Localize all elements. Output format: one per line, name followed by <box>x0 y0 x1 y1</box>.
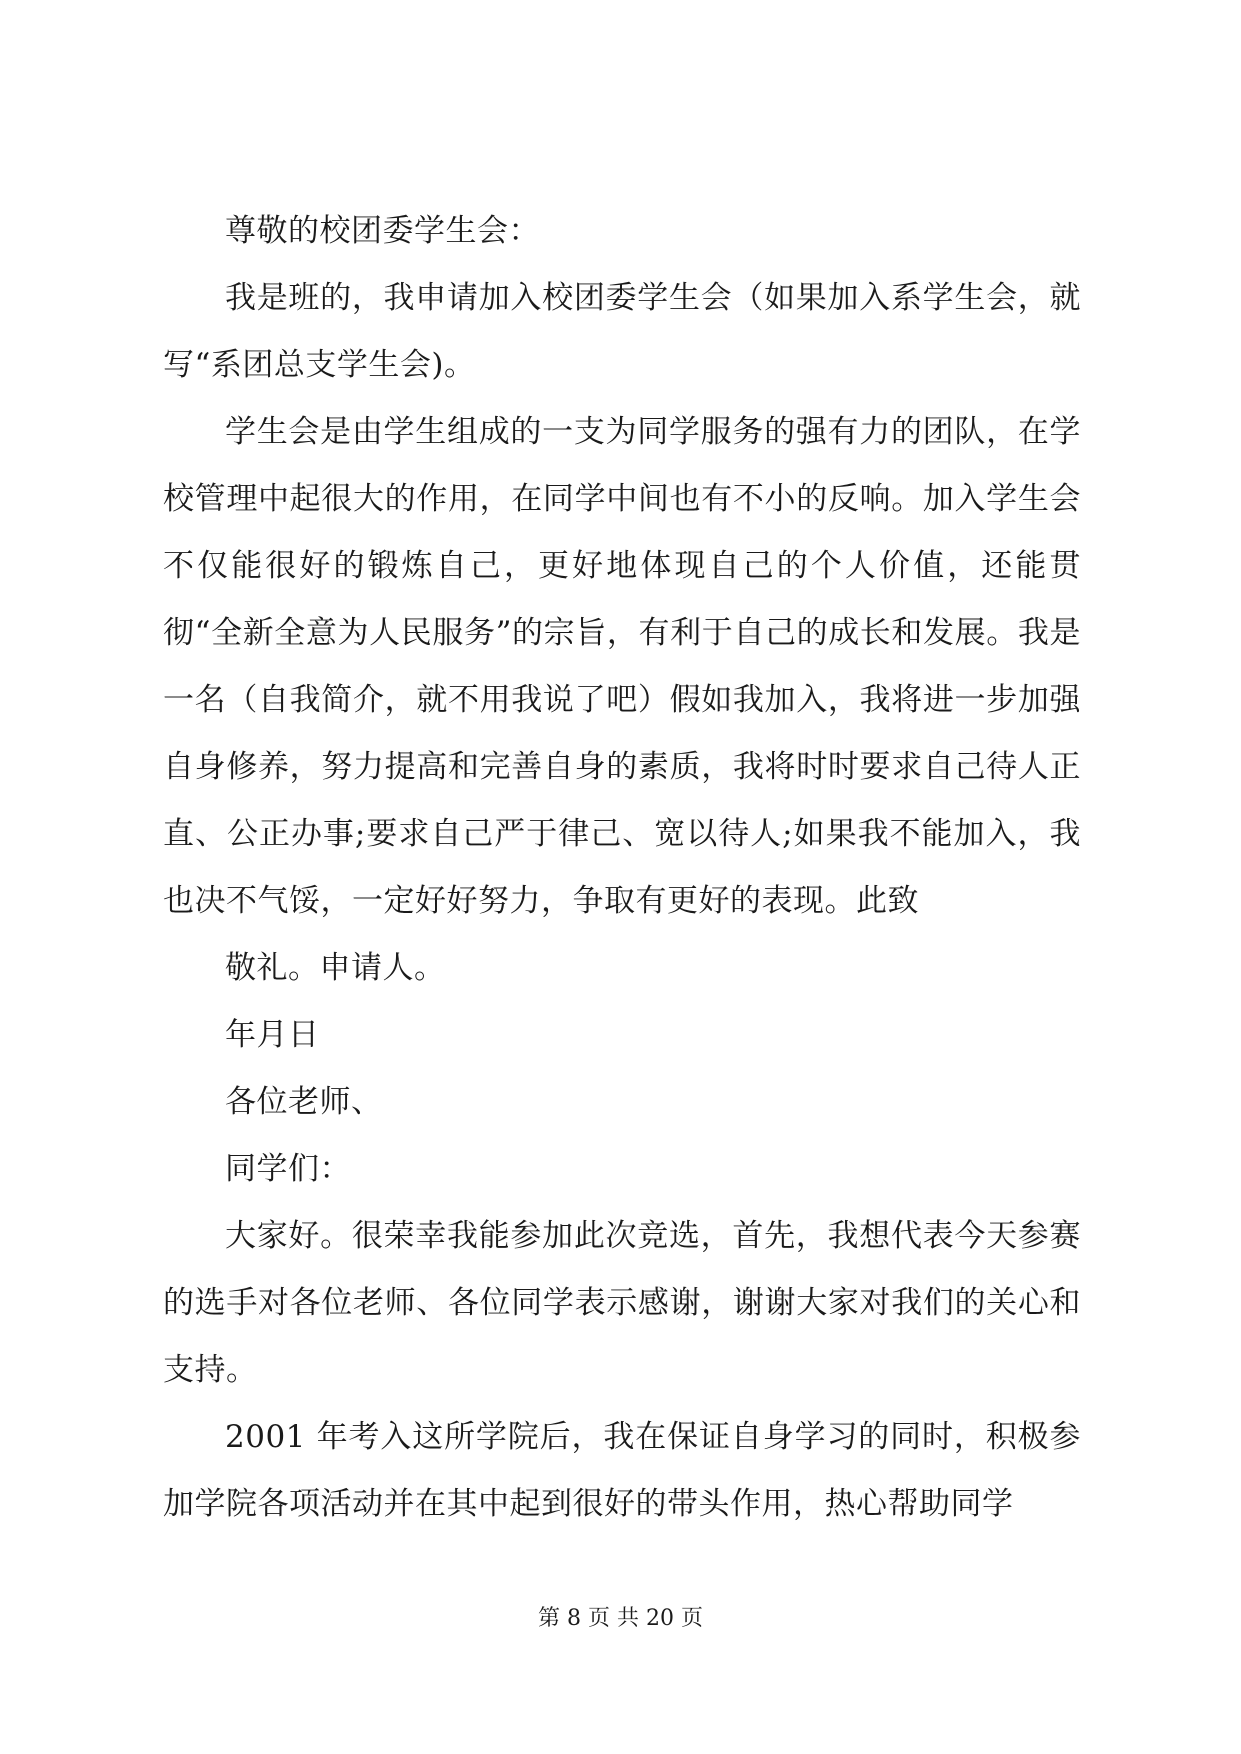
speech-background-paragraph: 2001 年考入这所学院后，我在保证自身学习的同时，积极参加学院各项活动并在其中起到很好的带头作用，热心帮助同学 <box>163 1419 1081 1522</box>
application-statement: 我是班的，我申请加入校团委学生会（如果加入系学生会，就写“系团总支学生会)。 <box>163 280 1081 383</box>
date-line: 年月日 <box>225 1017 320 1053</box>
page-number-footer: 第 8 页 共 20 页 <box>538 1606 703 1631</box>
salutation-teachers: 各位老师、 <box>225 1084 383 1120</box>
document-body <box>163 198 1081 1538</box>
salutation-student-union: 尊敬的校团委学生会： <box>225 213 540 249</box>
body-paragraph-union-intro: 学生会是由学生组成的一支为同学服务的强有力的团队，在学校管理中起很大的作用，在同学中间也有不小的反响。加入学生会不仅能很好的锻炼自己，更好地体现自己的个人价值，还能贯彻“全新全意为人民服务”的宗旨，有利于自己的成长和发展。我是一名（自我简介，就不用我说了吧）假如我加入，我将进一步加强自身修养，努力提高和完善自身的素质，我将时时要求自己待人正直、公正办事;要求自己严于律己、宽以待人;如果我不能加入，我也决不气馁，一定好好努力，争取有更好的表现。此致 <box>163 414 1081 919</box>
speech-opening-paragraph: 大家好。很荣幸我能参加此次竞选，首先，我想代表今天参赛的选手对各位老师、各位同学表示感谢，谢谢大家对我们的关心和支持。 <box>163 1218 1081 1388</box>
closing-regards: 敬礼。申请人。 <box>225 950 446 986</box>
salutation-classmates: 同学们： <box>225 1151 351 1187</box>
